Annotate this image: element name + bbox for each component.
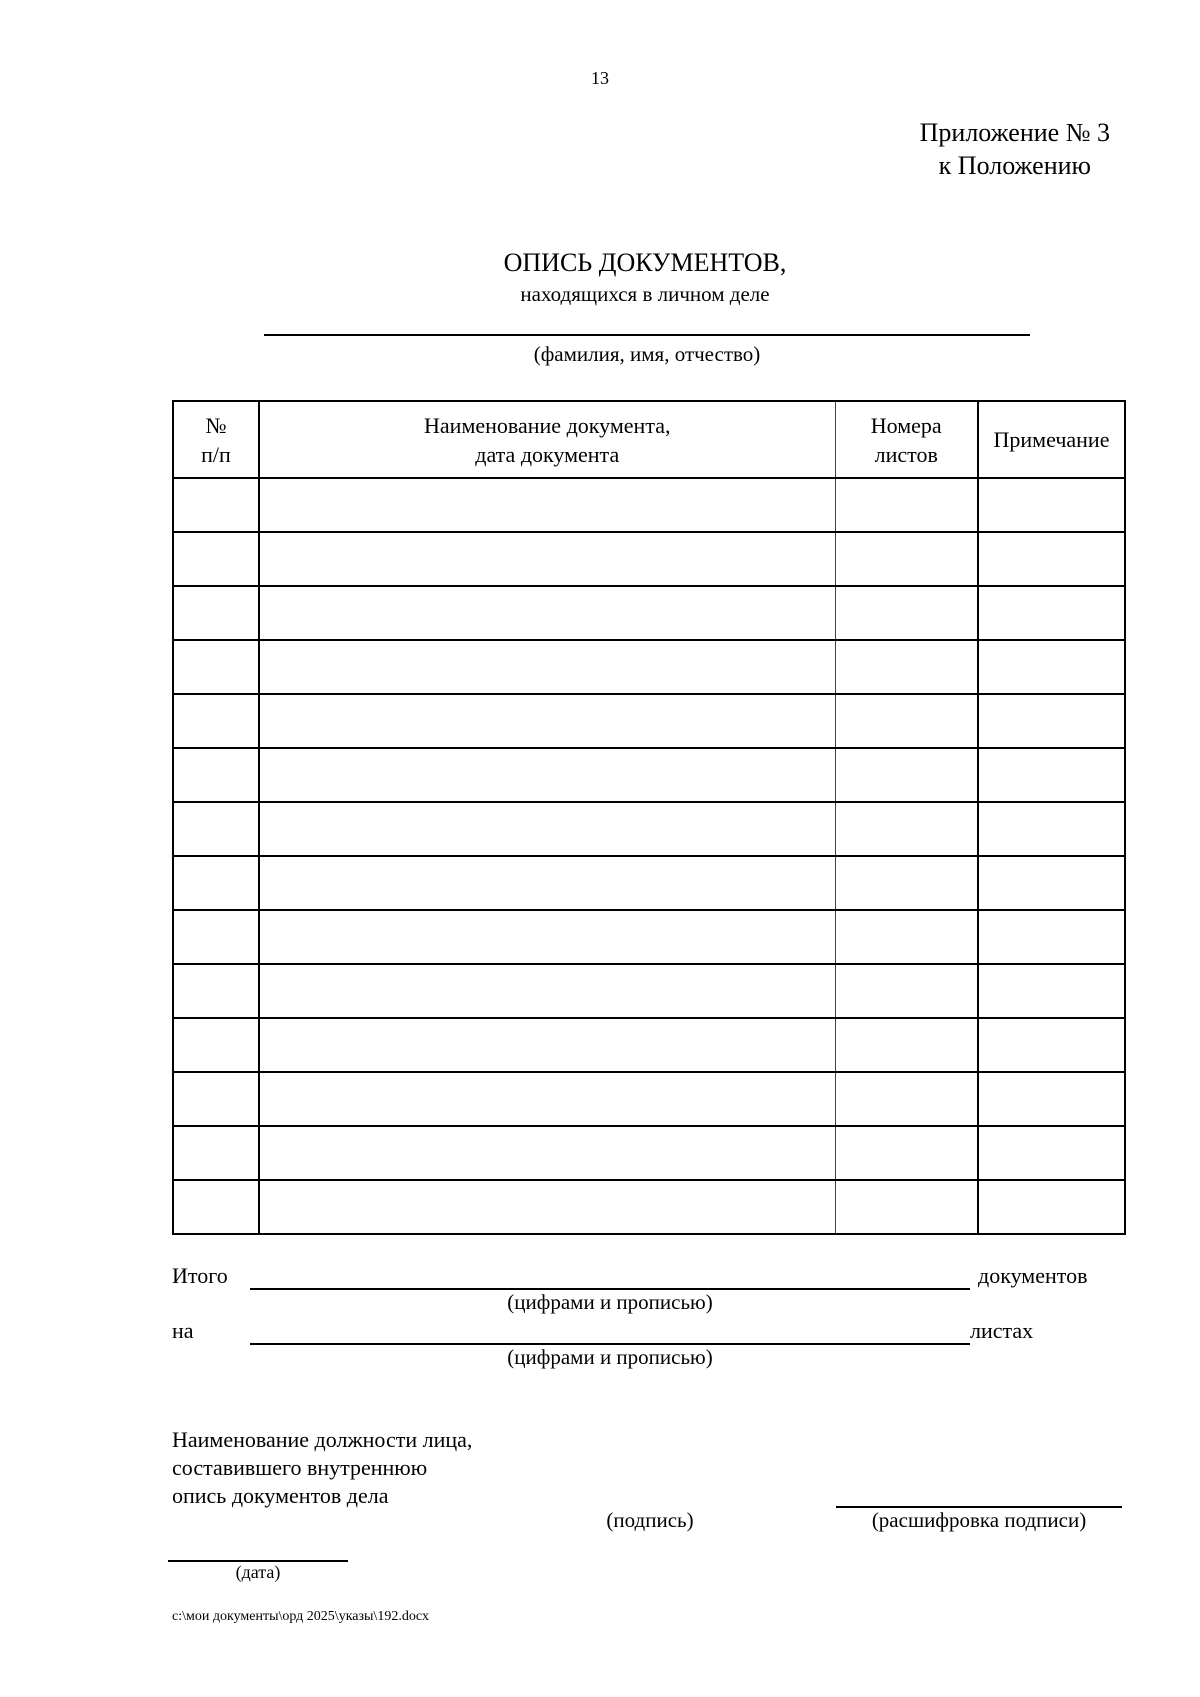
decoding-caption: (расшифровка подписи) — [871, 1508, 1087, 1532]
cell-document-name — [259, 910, 835, 964]
cell-sheet-numbers — [835, 856, 978, 910]
table-header-row — [173, 401, 1125, 478]
header-document-name — [259, 401, 835, 478]
cell-note — [978, 478, 1125, 532]
cell-note — [978, 964, 1125, 1018]
cell-note — [978, 748, 1125, 802]
cell-sheet-numbers — [835, 910, 978, 964]
cell-sheet-numbers — [835, 1126, 978, 1180]
header-sheet-numbers — [835, 401, 978, 478]
cell-number — [173, 586, 259, 640]
cell-number — [173, 694, 259, 748]
position-title — [172, 1426, 472, 1510]
cell-sheet-numbers — [835, 1072, 978, 1126]
total-label: Итого — [172, 1263, 228, 1288]
cell-document-name — [259, 1072, 835, 1126]
table-row — [173, 478, 1125, 532]
cell-number — [173, 856, 259, 910]
table-row — [173, 694, 1125, 748]
appendix-line-1: Приложение № 3 — [919, 118, 1110, 147]
cell-sheet-numbers — [835, 532, 978, 586]
cell-document-name — [259, 586, 835, 640]
header-number-line-1: № — [205, 412, 227, 438]
cell-document-name — [259, 1018, 835, 1072]
digits-caption-2: (цифрами и прописью) — [507, 1345, 713, 1369]
cell-note — [978, 1018, 1125, 1072]
position-line-2: составившего внутреннюю — [172, 1455, 428, 1480]
header-note: Примечание — [978, 401, 1125, 478]
cell-document-name — [259, 640, 835, 694]
cell-note — [978, 532, 1125, 586]
cell-number — [173, 478, 259, 532]
cell-number — [173, 532, 259, 586]
header-document-name-line-1: Наименование документа, — [424, 412, 671, 438]
header-number — [173, 401, 259, 478]
cell-number — [173, 802, 259, 856]
appendix-reference — [920, 116, 1110, 182]
table-row — [173, 1180, 1125, 1234]
date-caption: (дата) — [235, 1562, 281, 1582]
cell-number — [173, 964, 259, 1018]
cell-sheet-numbers — [835, 694, 978, 748]
cell-document-name — [259, 532, 835, 586]
table-row — [173, 856, 1125, 910]
cell-note — [978, 802, 1125, 856]
table-row — [173, 1126, 1125, 1180]
cell-note — [978, 856, 1125, 910]
cell-sheet-numbers — [835, 748, 978, 802]
table-row — [173, 964, 1125, 1018]
cell-sheet-numbers — [835, 640, 978, 694]
cell-number — [173, 1018, 259, 1072]
cell-sheet-numbers — [835, 478, 978, 532]
table-row — [173, 802, 1125, 856]
appendix-line-2: к Положению — [938, 151, 1091, 180]
table-row — [173, 532, 1125, 586]
cell-document-name — [259, 1180, 835, 1234]
document-subtitle: находящихся в личном деле — [520, 282, 770, 306]
cell-document-name — [259, 694, 835, 748]
header-sheet-numbers-line-2: листов — [874, 441, 938, 467]
table-row — [173, 640, 1125, 694]
cell-document-name — [259, 802, 835, 856]
cell-number — [173, 748, 259, 802]
cell-sheet-numbers — [835, 586, 978, 640]
page-number: 13 — [591, 68, 609, 88]
header-document-name-line-2: дата документа — [475, 441, 620, 467]
cell-number — [173, 910, 259, 964]
cell-note — [978, 640, 1125, 694]
cell-note — [978, 910, 1125, 964]
table-row — [173, 1018, 1125, 1072]
documents-label: документов — [978, 1263, 1088, 1288]
position-line-3: опись документов дела — [172, 1483, 389, 1508]
table-row — [173, 1072, 1125, 1126]
cell-note — [978, 586, 1125, 640]
digits-caption-1: (цифрами и прописью) — [507, 1290, 713, 1314]
cell-document-name — [259, 748, 835, 802]
table-row — [173, 748, 1125, 802]
cell-sheet-numbers — [835, 964, 978, 1018]
table-row — [173, 586, 1125, 640]
document-title: ОПИСЬ ДОКУМЕНТОВ, — [503, 248, 787, 277]
header-number-line-2: п/п — [201, 441, 231, 467]
cell-sheet-numbers — [835, 802, 978, 856]
header-sheet-numbers-line-1: Номера — [870, 412, 942, 438]
cell-document-name — [259, 964, 835, 1018]
cell-number — [173, 1126, 259, 1180]
full-name-caption: (фамилия, имя, отчество) — [533, 342, 761, 366]
cell-sheet-numbers — [835, 1018, 978, 1072]
cell-note — [978, 694, 1125, 748]
on-label: на — [172, 1318, 194, 1343]
cell-document-name — [259, 478, 835, 532]
cell-number — [173, 1072, 259, 1126]
table-row — [173, 910, 1125, 964]
cell-number — [173, 1180, 259, 1234]
cell-note — [978, 1126, 1125, 1180]
cell-document-name — [259, 1126, 835, 1180]
cell-note — [978, 1072, 1125, 1126]
cell-document-name — [259, 856, 835, 910]
cell-note — [978, 1180, 1125, 1234]
position-line-1: Наименование должности лица, — [172, 1427, 473, 1452]
footer-file-path: c:\мои документы\орд 2025\указы\192.docx — [172, 1609, 430, 1624]
cell-sheet-numbers — [835, 1180, 978, 1234]
inventory-table-body — [173, 478, 1125, 1234]
signature-caption: (подпись) — [606, 1508, 694, 1532]
cell-number — [173, 640, 259, 694]
full-name-line — [264, 334, 1030, 336]
sheets-label: листах — [970, 1318, 1034, 1343]
inventory-table — [172, 400, 1126, 1235]
